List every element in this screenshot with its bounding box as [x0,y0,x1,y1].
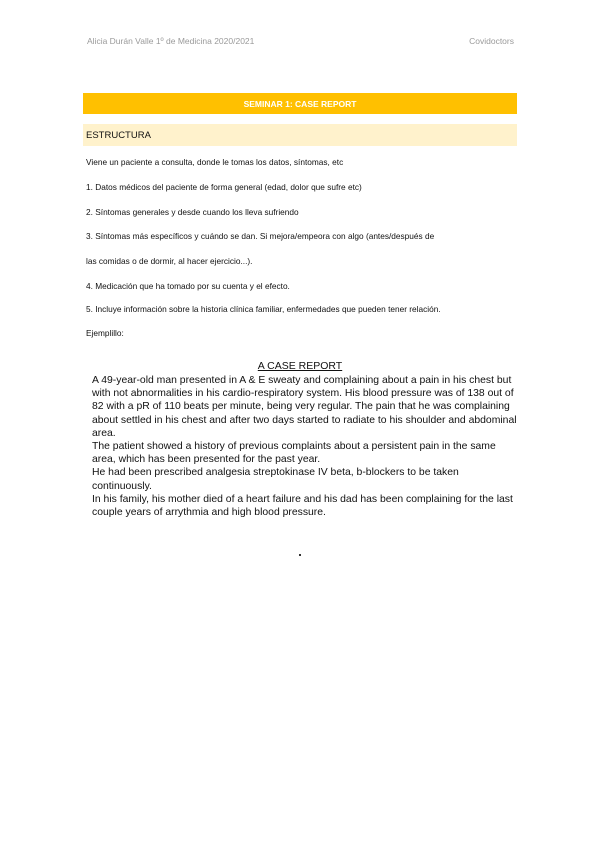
section-heading [83,124,517,146]
seminar-banner [83,93,517,114]
list-item: 4. Medicación que ha tomado por su cuenta y el efecto. [86,281,290,291]
header-author: Alicia Durán Valle 1º de Medicina 2020/2021 [87,36,255,46]
list-item: 3. Síntomas más específicos y cuándo se dan. Si mejora/empeora con algo (antes/después de [86,231,435,241]
case-paragraph: The patient showed a history of previous complaints about a persistent pain in the same area, which has been presented for the past year. [92,441,496,466]
case-paragraph: A 49-year-old man presented in A & E sweaty and complaining about a pain in his chest but with not abnormalities in his cardio-respiratory system. His blood pressure was of 138 out of 82 with a pR of 110 beats per minute, being very regular. The pain that he was complaining about settled in his chest and after two days started to radiate to his shoulder and abdominal area. [92,375,517,439]
section-title: ESTRUCTURA [86,129,151,141]
list-item: 1. Datos médicos del paciente de forma general (edad, dolor que sufre etc) [86,182,362,192]
case-paragraph: In his family, his mother died of a heart failure and his dad has been complaining for the last couple years of arrythmia and high blood pressure. [92,493,513,519]
list-item: 5. Incluye información sobre la historia clínica familiar, enfermedades que pueden tener relación. [86,304,441,314]
intro-line: Viene un paciente a consulta, donde le tomas los datos, síntomas, etc [86,157,344,167]
header-group: Covidoctors [469,36,514,46]
stray-dot [299,554,301,556]
list-item-continuation: las comidas o de dormir, al hacer ejercicio...). [86,256,253,266]
list-item: 2. Síntomas generales y desde cuando los lleva sufriendo [86,207,299,217]
example-label: Ejemplillo: [86,328,124,338]
case-report-body [92,374,517,519]
banner-title: SEMINAR 1: CASE REPORT [243,98,357,109]
case-paragraph: He had been prescribed analgesia streptokinase IV beta, b-blockers to be taken continuously. [92,467,459,492]
case-report-title: A CASE REPORT [257,360,343,372]
page-header [87,36,514,46]
